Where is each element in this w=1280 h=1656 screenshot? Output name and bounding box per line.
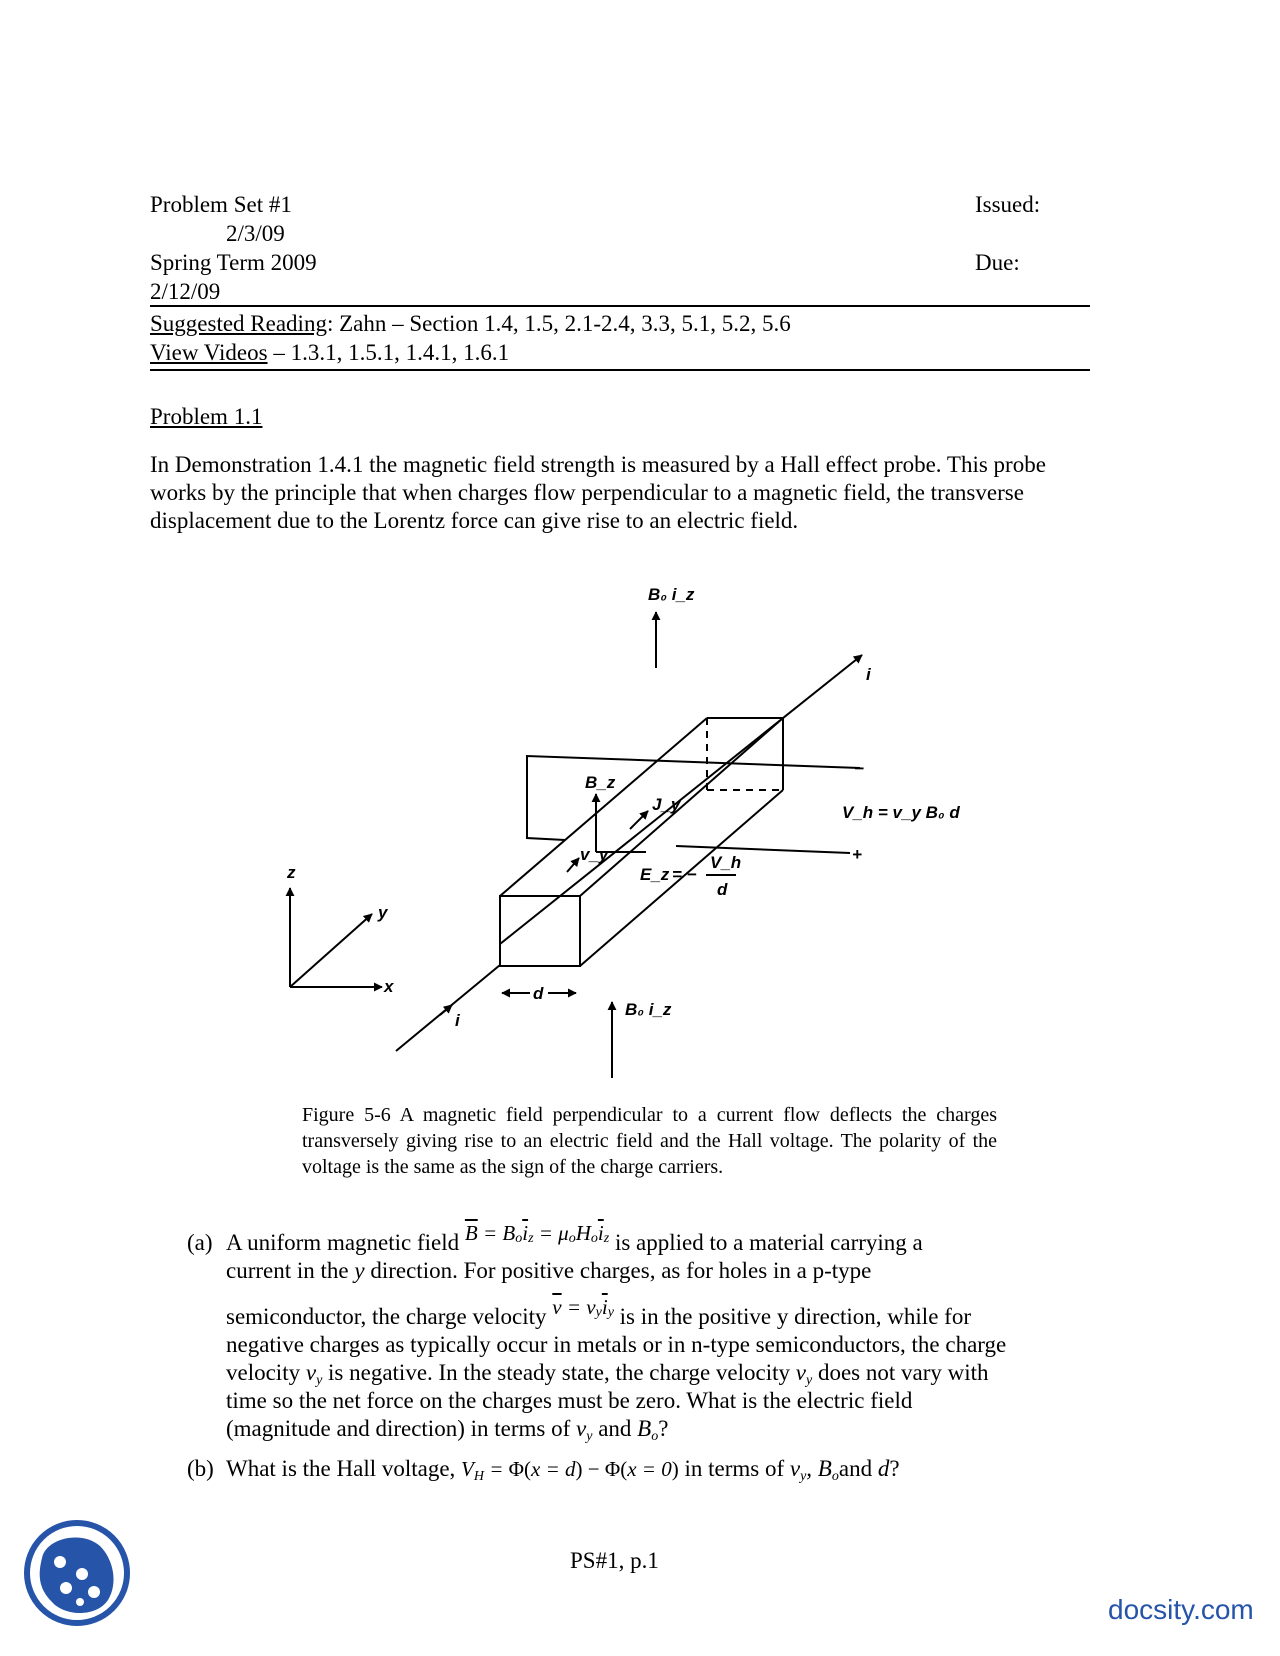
view-videos-label: View Videos — [150, 340, 268, 365]
figure-caption: Figure 5-6 A magnetic field perpendicular to a current flow deflects the charges transversely giving rise to an electric field and the Hall voltage. The polarity of the voltage is the same as the sign of the charge carriers. — [302, 1104, 997, 1178]
label-vy: v_y — [580, 845, 609, 864]
part-a-line-7: (magnitude and direction) in terms of $v_y$ and $B_o$? — [226, 1416, 669, 1444]
header-rule-bottom — [150, 369, 1090, 371]
label-axis-x: x — [384, 977, 394, 996]
label-jy: J_y — [652, 795, 681, 814]
label-d-dimension: d — [533, 984, 544, 1003]
term-label: Spring Term 2009 — [150, 250, 317, 275]
label-ez-numerator: V_h — [710, 853, 742, 872]
suggested-reading-text: : Zahn – Section 1.4, 1.5, 2.1-2.4, 3.3, 5.1, 5.2, 5.6 — [326, 311, 791, 336]
label-bottom-field: B₀ i_z — [625, 1000, 672, 1019]
label-axis-y: y — [378, 903, 388, 922]
part-b-label: (b) — [187, 1456, 214, 1481]
problem-intro: In Demonstration 1.4.1 the magnetic field strength is measured by a Hall effect probe. This probe works by the principle that when charges flow perpendicular to a magnetic field, the transverse displacement due to the Lorentz force can give rise to an electric field. — [150, 452, 1046, 533]
issued-date: 2/3/09 — [226, 221, 285, 246]
label-vh-equation: V_h = v_y B₀ d — [842, 803, 960, 822]
label-plus: + — [852, 845, 862, 864]
label-minus: − — [854, 759, 864, 778]
part-a-line-6: time so the net force on the charges must be zero. What is the electric field — [226, 1388, 913, 1413]
suggested-reading-line — [150, 310, 791, 338]
due-label: Due: — [975, 250, 1020, 275]
problem-title: Problem 1.1 — [150, 404, 263, 429]
part-a-line-3: semiconductor, the charge velocity $\overline{v} = v_y\overline{i}_y$ is in the positive y direction, while for — [226, 1295, 971, 1329]
view-videos-line — [150, 339, 509, 367]
problem-set-title: Problem Set #1 — [150, 192, 292, 217]
magnetic-field-equation: $\overline{B} = B_o\overline{i}_z = \mu_oH_o\overline{i}_z$ — [464, 1221, 610, 1246]
part-a-line-4: negative charges as typically occur in metals or in n-type semiconductors, the charge — [226, 1332, 1007, 1357]
issued-label: Issued: — [975, 192, 1041, 217]
page-number: PS#1, p.1 — [570, 1548, 659, 1573]
hall-effect-figure — [270, 575, 960, 1085]
label-i-bottom: i — [455, 1011, 460, 1030]
label-top-field: B₀ i_z — [648, 585, 695, 604]
label-ez: E_z — [640, 865, 670, 884]
part-a-line-2: current in the y direction. For positive charges, as for holes in a p-type — [226, 1258, 872, 1283]
velocity-equation: $\overline{v} = v_y\overline{i}_y$ — [552, 1295, 614, 1320]
label-axis-z: z — [287, 863, 296, 882]
part-b-line: What is the Hall voltage, $V_H = \Phi(x = d) - \Phi(x = 0)$ in terms of $v_y$, $B_oand$ d? — [226, 1456, 900, 1484]
suggested-reading-label: Suggested Reading — [150, 311, 327, 336]
label-ez-eq: = − — [672, 865, 697, 884]
docsity-logo-icon — [22, 1518, 132, 1628]
label-ez-denominator: d — [717, 880, 728, 899]
part-a-label: (a) — [187, 1230, 213, 1255]
due-date: 2/12/09 — [150, 279, 221, 304]
header-rule-top — [150, 305, 1090, 307]
label-bz: B_z — [585, 773, 616, 792]
view-videos-text: – 1.3.1, 1.5.1, 1.4.1, 1.6.1 — [267, 340, 510, 365]
docsity-brand-link[interactable]: docsity.com — [1108, 1594, 1254, 1625]
hall-voltage-equation: $V_H = \Phi(x = d) - \Phi(x = 0)$ — [461, 1457, 679, 1484]
part-a-line-5: velocity $v_y$ is negative. In the steady state, the charge velocity $v_y$ does not vary with — [226, 1360, 989, 1388]
part-a-line-1: A uniform magnetic field $\overline{B} = B_o\overline{i}_z = \mu_oH_o\overline{i}_z$ is applied to a material carrying a — [226, 1221, 923, 1255]
label-i-top: i — [866, 665, 871, 684]
